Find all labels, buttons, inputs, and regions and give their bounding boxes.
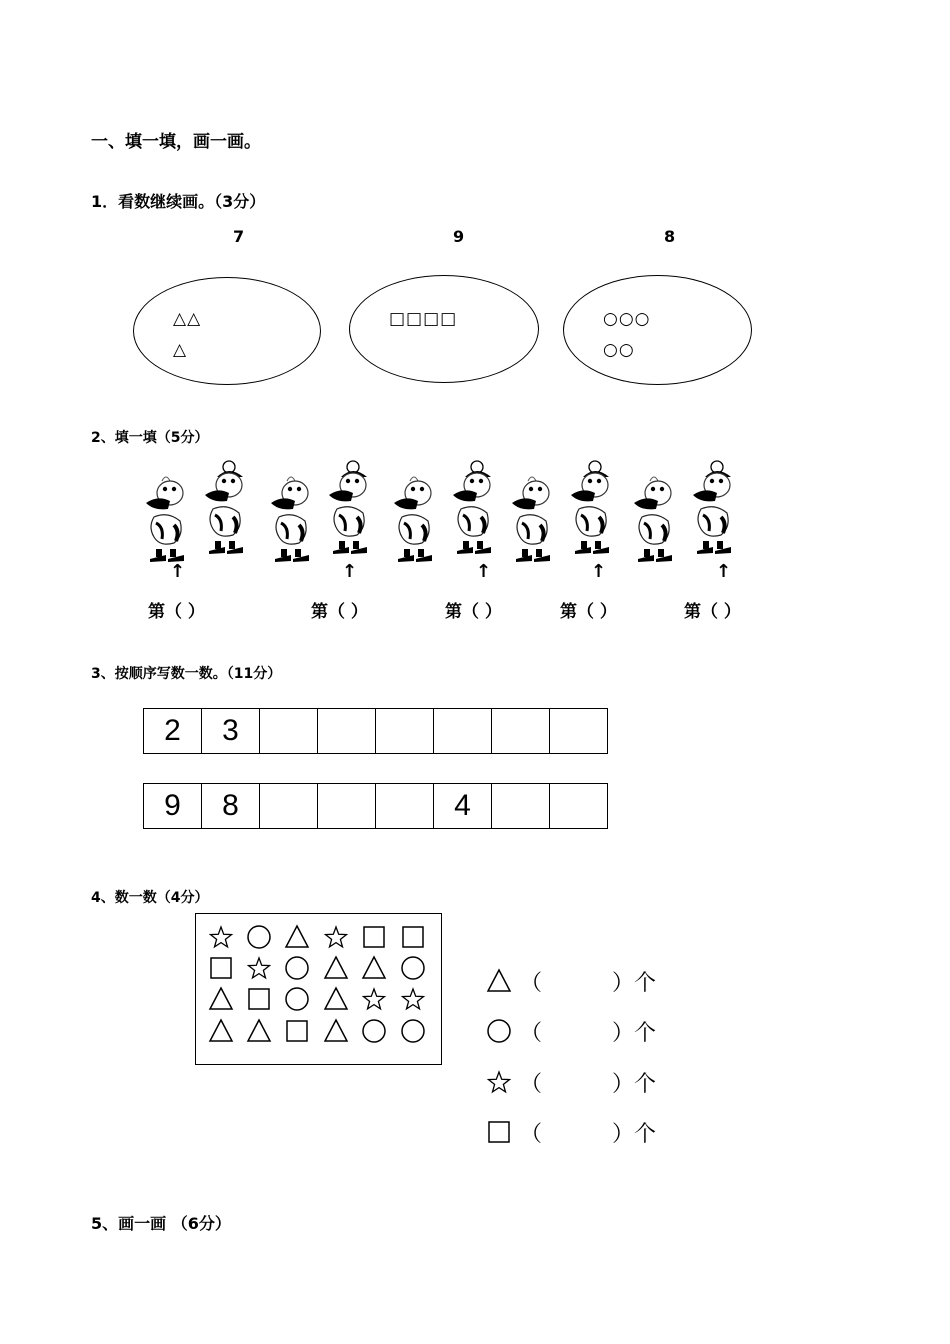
q3-title: 3、按顺序写数一数。（11分） bbox=[91, 666, 282, 682]
triangle-icon bbox=[361, 955, 387, 981]
q1-number-3: 8 bbox=[664, 227, 676, 246]
count-answer-blank[interactable] bbox=[546, 1067, 610, 1095]
square-icon bbox=[208, 955, 234, 981]
sequence-cell[interactable] bbox=[376, 784, 434, 829]
q1-shapes-2-line1: □□□□ bbox=[389, 309, 458, 329]
duck-image bbox=[506, 467, 560, 567]
square-icon bbox=[246, 986, 272, 1012]
arrow-icon: ↑ bbox=[342, 561, 358, 582]
duck-image bbox=[388, 467, 442, 567]
star-icon bbox=[486, 1069, 512, 1095]
square-icon bbox=[486, 1119, 512, 1145]
sequence-cell[interactable] bbox=[492, 784, 550, 829]
ordinal-blank-5[interactable]: 第（ ） bbox=[684, 602, 741, 622]
duck-image bbox=[265, 467, 319, 567]
circle-icon bbox=[246, 924, 272, 950]
star-icon bbox=[246, 955, 272, 981]
triangle-icon bbox=[284, 924, 310, 950]
q1-title: 1．看数继续画。（3分） bbox=[91, 192, 266, 211]
sequence-cell[interactable]: 8 bbox=[202, 784, 260, 829]
section-title: 一、填一填，画一画。 bbox=[91, 132, 261, 152]
sequence-cell[interactable] bbox=[550, 709, 608, 754]
arrow-icon: ↑ bbox=[170, 561, 186, 582]
star-icon bbox=[361, 986, 387, 1012]
square-icon bbox=[400, 924, 426, 950]
sequence-cell[interactable] bbox=[260, 709, 318, 754]
q4-title: 4、数一数（4分） bbox=[91, 890, 209, 906]
square-icon bbox=[284, 1018, 310, 1044]
count-close-unit: ）个 bbox=[612, 1072, 657, 1097]
sequence-cell[interactable]: 2 bbox=[144, 709, 202, 754]
star-icon bbox=[208, 924, 234, 950]
arrow-icon: ↑ bbox=[591, 561, 607, 582]
triangle-icon bbox=[323, 955, 349, 981]
count-open-paren: （ bbox=[520, 1072, 543, 1097]
q2-title: 2、填一填（5分） bbox=[91, 430, 209, 446]
circle-icon bbox=[400, 1018, 426, 1044]
sequence-cell[interactable] bbox=[492, 709, 550, 754]
triangle-icon bbox=[323, 1018, 349, 1044]
ordinal-blank-1[interactable]: 第（ ） bbox=[148, 602, 205, 622]
count-close-unit: ）个 bbox=[612, 971, 657, 996]
q1-shapes-3-line2: ○○ bbox=[603, 340, 635, 360]
triangle-icon bbox=[323, 986, 349, 1012]
ordinal-blank-2[interactable]: 第（ ） bbox=[311, 602, 368, 622]
sequence-cell[interactable] bbox=[550, 784, 608, 829]
circle-icon bbox=[486, 1018, 512, 1044]
sequence-table-1 bbox=[143, 708, 608, 754]
duck-image bbox=[628, 467, 682, 567]
q1-shapes-1-line2: △ bbox=[173, 340, 188, 360]
duck-image bbox=[323, 459, 377, 559]
sequence-cell[interactable] bbox=[260, 784, 318, 829]
duck-image bbox=[199, 459, 253, 559]
sequence-table-2 bbox=[143, 783, 608, 829]
sequence-cell[interactable] bbox=[376, 709, 434, 754]
q1-oval-1[interactable] bbox=[133, 277, 321, 385]
q1-oval-3[interactable] bbox=[563, 275, 752, 385]
q1-oval-2[interactable] bbox=[349, 275, 539, 383]
circle-icon bbox=[400, 955, 426, 981]
triangle-icon bbox=[246, 1018, 272, 1044]
sequence-cell[interactable]: 4 bbox=[434, 784, 492, 829]
ordinal-blank-3[interactable]: 第（ ） bbox=[445, 602, 502, 622]
q5-title: 5、画一画 （6分） bbox=[91, 1214, 231, 1233]
sequence-cell[interactable]: 9 bbox=[144, 784, 202, 829]
sequence-cell[interactable] bbox=[318, 709, 376, 754]
count-open-paren: （ bbox=[520, 1021, 543, 1046]
arrow-icon: ↑ bbox=[716, 561, 732, 582]
duck-image bbox=[140, 467, 194, 567]
count-open-paren: （ bbox=[520, 1122, 543, 1147]
ordinal-blank-4[interactable]: 第（ ） bbox=[560, 602, 617, 622]
arrow-icon: ↑ bbox=[476, 561, 492, 582]
triangle-icon bbox=[208, 1018, 234, 1044]
sequence-cell[interactable]: 3 bbox=[202, 709, 260, 754]
triangle-icon bbox=[208, 986, 234, 1012]
duck-image bbox=[687, 459, 741, 559]
q1-shapes-1-line1: △△ bbox=[173, 309, 202, 329]
square-icon bbox=[361, 924, 387, 950]
star-icon bbox=[400, 986, 426, 1012]
duck-image bbox=[447, 459, 501, 559]
circle-icon bbox=[284, 955, 310, 981]
sequence-cell[interactable] bbox=[434, 709, 492, 754]
circle-icon bbox=[361, 1018, 387, 1044]
count-open-paren: （ bbox=[520, 971, 543, 996]
triangle-icon bbox=[486, 968, 512, 994]
count-answer-blank[interactable] bbox=[546, 1117, 610, 1145]
q1-number-1: 7 bbox=[233, 227, 245, 246]
circle-icon bbox=[284, 986, 310, 1012]
count-close-unit: ）个 bbox=[612, 1122, 657, 1147]
star-icon bbox=[323, 924, 349, 950]
q1-shapes-3-line1: ○○○ bbox=[603, 309, 651, 329]
count-close-unit: ）个 bbox=[612, 1021, 657, 1046]
duck-image bbox=[565, 459, 619, 559]
shape-grid bbox=[195, 913, 442, 1065]
q1-number-2: 9 bbox=[453, 227, 465, 246]
sequence-cell[interactable] bbox=[318, 784, 376, 829]
count-answer-blank[interactable] bbox=[546, 966, 610, 994]
count-answer-blank[interactable] bbox=[546, 1016, 610, 1044]
